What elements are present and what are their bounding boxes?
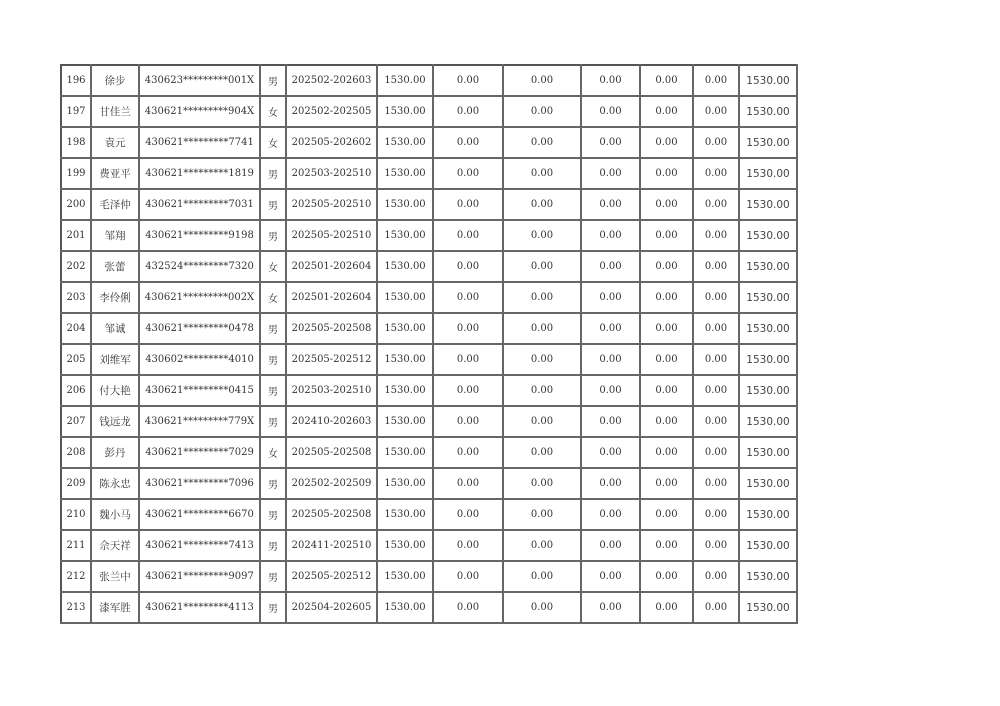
id-number-cell: 430621*********9097 xyxy=(139,561,260,592)
name-cell: 佘天祥 xyxy=(91,530,139,561)
id-number-cell: 430621*********7029 xyxy=(139,437,260,468)
zero-amount-cell: 0.00 xyxy=(581,592,640,623)
zero-amount-cell: 0.00 xyxy=(503,313,581,344)
id-number-cell: 430621*********7413 xyxy=(139,530,260,561)
period-cell: 202505-202512 xyxy=(286,344,377,375)
period-cell: 202502-202509 xyxy=(286,468,377,499)
zero-amount-cell: 0.00 xyxy=(503,158,581,189)
gender-cell: 男 xyxy=(260,530,286,561)
name-cell: 邹诚 xyxy=(91,313,139,344)
table-row xyxy=(61,282,797,313)
total-cell: 1530.00 xyxy=(739,530,797,561)
zero-amount-cell: 0.00 xyxy=(503,499,581,530)
amount-cell: 1530.00 xyxy=(377,65,433,96)
zero-amount-cell: 0.00 xyxy=(581,127,640,158)
gender-cell: 男 xyxy=(260,468,286,499)
table-row xyxy=(61,127,797,158)
table-row xyxy=(61,251,797,282)
table-row xyxy=(61,530,797,561)
period-cell: 202505-202508 xyxy=(286,437,377,468)
gender-cell: 男 xyxy=(260,189,286,220)
total-cell: 1530.00 xyxy=(739,437,797,468)
zero-amount-cell: 0.00 xyxy=(693,437,739,468)
zero-amount-cell: 0.00 xyxy=(433,406,503,437)
zero-amount-cell: 0.00 xyxy=(693,96,739,127)
table-row xyxy=(61,406,797,437)
amount-cell: 1530.00 xyxy=(377,406,433,437)
zero-amount-cell: 0.00 xyxy=(503,592,581,623)
row-number: 212 xyxy=(61,561,91,592)
row-number: 205 xyxy=(61,344,91,375)
id-number-cell: 430621*********7741 xyxy=(139,127,260,158)
zero-amount-cell: 0.00 xyxy=(433,561,503,592)
zero-amount-cell: 0.00 xyxy=(693,344,739,375)
period-cell: 202503-202510 xyxy=(286,158,377,189)
total-cell: 1530.00 xyxy=(739,592,797,623)
row-number: 198 xyxy=(61,127,91,158)
zero-amount-cell: 0.00 xyxy=(581,96,640,127)
name-cell: 张蕾 xyxy=(91,251,139,282)
zero-amount-cell: 0.00 xyxy=(503,344,581,375)
zero-amount-cell: 0.00 xyxy=(433,468,503,499)
row-number: 206 xyxy=(61,375,91,406)
zero-amount-cell: 0.00 xyxy=(503,406,581,437)
zero-amount-cell: 0.00 xyxy=(640,127,693,158)
amount-cell: 1530.00 xyxy=(377,437,433,468)
gender-cell: 男 xyxy=(260,344,286,375)
name-cell: 陈永忠 xyxy=(91,468,139,499)
total-cell: 1530.00 xyxy=(739,158,797,189)
zero-amount-cell: 0.00 xyxy=(503,220,581,251)
zero-amount-cell: 0.00 xyxy=(433,65,503,96)
row-number: 213 xyxy=(61,592,91,623)
period-cell: 202503-202510 xyxy=(286,375,377,406)
row-number: 199 xyxy=(61,158,91,189)
zero-amount-cell: 0.00 xyxy=(503,282,581,313)
period-cell: 202502-202603 xyxy=(286,65,377,96)
zero-amount-cell: 0.00 xyxy=(640,406,693,437)
row-number: 201 xyxy=(61,220,91,251)
row-number: 197 xyxy=(61,96,91,127)
zero-amount-cell: 0.00 xyxy=(433,189,503,220)
period-cell: 202410-202603 xyxy=(286,406,377,437)
table-row xyxy=(61,189,797,220)
zero-amount-cell: 0.00 xyxy=(640,96,693,127)
gender-cell: 男 xyxy=(260,65,286,96)
zero-amount-cell: 0.00 xyxy=(640,375,693,406)
zero-amount-cell: 0.00 xyxy=(581,561,640,592)
zero-amount-cell: 0.00 xyxy=(433,375,503,406)
zero-amount-cell: 0.00 xyxy=(581,406,640,437)
id-number-cell: 430621*********7031 xyxy=(139,189,260,220)
zero-amount-cell: 0.00 xyxy=(433,220,503,251)
zero-amount-cell: 0.00 xyxy=(433,592,503,623)
name-cell: 付大艳 xyxy=(91,375,139,406)
row-number: 203 xyxy=(61,282,91,313)
zero-amount-cell: 0.00 xyxy=(503,251,581,282)
name-cell: 张兰中 xyxy=(91,561,139,592)
table-row xyxy=(61,375,797,406)
amount-cell: 1530.00 xyxy=(377,189,433,220)
total-cell: 1530.00 xyxy=(739,189,797,220)
period-cell: 202505-202602 xyxy=(286,127,377,158)
gender-cell: 男 xyxy=(260,220,286,251)
zero-amount-cell: 0.00 xyxy=(640,282,693,313)
total-cell: 1530.00 xyxy=(739,468,797,499)
gender-cell: 男 xyxy=(260,313,286,344)
amount-cell: 1530.00 xyxy=(377,561,433,592)
zero-amount-cell: 0.00 xyxy=(640,437,693,468)
id-number-cell: 430621*********779X xyxy=(139,406,260,437)
zero-amount-cell: 0.00 xyxy=(640,344,693,375)
zero-amount-cell: 0.00 xyxy=(433,251,503,282)
gender-cell: 男 xyxy=(260,375,286,406)
zero-amount-cell: 0.00 xyxy=(581,344,640,375)
zero-amount-cell: 0.00 xyxy=(693,468,739,499)
period-cell: 202411-202510 xyxy=(286,530,377,561)
name-cell: 李伶俐 xyxy=(91,282,139,313)
name-cell: 刘维军 xyxy=(91,344,139,375)
zero-amount-cell: 0.00 xyxy=(693,127,739,158)
id-number-cell: 430621*********7096 xyxy=(139,468,260,499)
zero-amount-cell: 0.00 xyxy=(433,96,503,127)
zero-amount-cell: 0.00 xyxy=(503,375,581,406)
zero-amount-cell: 0.00 xyxy=(433,127,503,158)
row-number: 208 xyxy=(61,437,91,468)
zero-amount-cell: 0.00 xyxy=(693,561,739,592)
id-number-cell: 430621*********0415 xyxy=(139,375,260,406)
row-number: 204 xyxy=(61,313,91,344)
zero-amount-cell: 0.00 xyxy=(640,220,693,251)
row-number: 211 xyxy=(61,530,91,561)
zero-amount-cell: 0.00 xyxy=(640,499,693,530)
amount-cell: 1530.00 xyxy=(377,375,433,406)
total-cell: 1530.00 xyxy=(739,96,797,127)
id-number-cell: 430621*********0478 xyxy=(139,313,260,344)
total-cell: 1530.00 xyxy=(739,499,797,530)
table-row xyxy=(61,561,797,592)
gender-cell: 女 xyxy=(260,282,286,313)
zero-amount-cell: 0.00 xyxy=(503,437,581,468)
period-cell: 202504-202605 xyxy=(286,592,377,623)
zero-amount-cell: 0.00 xyxy=(503,561,581,592)
zero-amount-cell: 0.00 xyxy=(503,96,581,127)
table-row xyxy=(61,313,797,344)
name-cell: 魏小马 xyxy=(91,499,139,530)
row-number: 210 xyxy=(61,499,91,530)
period-cell: 202505-202512 xyxy=(286,561,377,592)
total-cell: 1530.00 xyxy=(739,127,797,158)
total-cell: 1530.00 xyxy=(739,406,797,437)
total-cell: 1530.00 xyxy=(739,282,797,313)
zero-amount-cell: 0.00 xyxy=(581,468,640,499)
row-number: 202 xyxy=(61,251,91,282)
amount-cell: 1530.00 xyxy=(377,158,433,189)
zero-amount-cell: 0.00 xyxy=(581,220,640,251)
gender-cell: 女 xyxy=(260,437,286,468)
table-row xyxy=(61,344,797,375)
name-cell: 甘佳兰 xyxy=(91,96,139,127)
zero-amount-cell: 0.00 xyxy=(640,189,693,220)
zero-amount-cell: 0.00 xyxy=(640,592,693,623)
period-cell: 202505-202508 xyxy=(286,313,377,344)
zero-amount-cell: 0.00 xyxy=(693,499,739,530)
zero-amount-cell: 0.00 xyxy=(693,592,739,623)
zero-amount-cell: 0.00 xyxy=(581,437,640,468)
gender-cell: 女 xyxy=(260,96,286,127)
id-number-cell: 430623*********001X xyxy=(139,65,260,96)
name-cell: 徐步 xyxy=(91,65,139,96)
id-number-cell: 430621*********904X xyxy=(139,96,260,127)
zero-amount-cell: 0.00 xyxy=(433,158,503,189)
amount-cell: 1530.00 xyxy=(377,313,433,344)
period-cell: 202505-202508 xyxy=(286,499,377,530)
id-number-cell: 430621*********6670 xyxy=(139,499,260,530)
table-body xyxy=(61,65,797,623)
zero-amount-cell: 0.00 xyxy=(640,530,693,561)
id-number-cell: 430621*********1819 xyxy=(139,158,260,189)
zero-amount-cell: 0.00 xyxy=(640,251,693,282)
total-cell: 1530.00 xyxy=(739,220,797,251)
amount-cell: 1530.00 xyxy=(377,530,433,561)
zero-amount-cell: 0.00 xyxy=(640,158,693,189)
zero-amount-cell: 0.00 xyxy=(503,127,581,158)
gender-cell: 男 xyxy=(260,561,286,592)
subsidy-table xyxy=(60,64,798,624)
zero-amount-cell: 0.00 xyxy=(433,530,503,561)
zero-amount-cell: 0.00 xyxy=(433,499,503,530)
zero-amount-cell: 0.00 xyxy=(640,65,693,96)
total-cell: 1530.00 xyxy=(739,344,797,375)
zero-amount-cell: 0.00 xyxy=(693,406,739,437)
row-number: 200 xyxy=(61,189,91,220)
period-cell: 202505-202510 xyxy=(286,189,377,220)
zero-amount-cell: 0.00 xyxy=(581,65,640,96)
zero-amount-cell: 0.00 xyxy=(503,468,581,499)
name-cell: 费亚平 xyxy=(91,158,139,189)
table-row xyxy=(61,499,797,530)
total-cell: 1530.00 xyxy=(739,561,797,592)
gender-cell: 男 xyxy=(260,499,286,530)
row-number: 209 xyxy=(61,468,91,499)
total-cell: 1530.00 xyxy=(739,313,797,344)
period-cell: 202501-202604 xyxy=(286,251,377,282)
zero-amount-cell: 0.00 xyxy=(433,313,503,344)
zero-amount-cell: 0.00 xyxy=(693,251,739,282)
name-cell: 漆军胜 xyxy=(91,592,139,623)
id-number-cell: 430621*********002X xyxy=(139,282,260,313)
amount-cell: 1530.00 xyxy=(377,96,433,127)
zero-amount-cell: 0.00 xyxy=(581,313,640,344)
table-row xyxy=(61,468,797,499)
zero-amount-cell: 0.00 xyxy=(640,561,693,592)
zero-amount-cell: 0.00 xyxy=(581,158,640,189)
amount-cell: 1530.00 xyxy=(377,282,433,313)
zero-amount-cell: 0.00 xyxy=(693,189,739,220)
total-cell: 1530.00 xyxy=(739,65,797,96)
zero-amount-cell: 0.00 xyxy=(693,375,739,406)
period-cell: 202505-202510 xyxy=(286,220,377,251)
amount-cell: 1530.00 xyxy=(377,251,433,282)
period-cell: 202501-202604 xyxy=(286,282,377,313)
zero-amount-cell: 0.00 xyxy=(693,158,739,189)
table-row xyxy=(61,437,797,468)
zero-amount-cell: 0.00 xyxy=(503,65,581,96)
zero-amount-cell: 0.00 xyxy=(640,468,693,499)
zero-amount-cell: 0.00 xyxy=(503,530,581,561)
name-cell: 袁元 xyxy=(91,127,139,158)
table-row xyxy=(61,96,797,127)
table-row xyxy=(61,158,797,189)
total-cell: 1530.00 xyxy=(739,251,797,282)
gender-cell: 女 xyxy=(260,127,286,158)
amount-cell: 1530.00 xyxy=(377,220,433,251)
id-number-cell: 430602*********4010 xyxy=(139,344,260,375)
name-cell: 彭丹 xyxy=(91,437,139,468)
zero-amount-cell: 0.00 xyxy=(433,437,503,468)
zero-amount-cell: 0.00 xyxy=(581,282,640,313)
zero-amount-cell: 0.00 xyxy=(693,530,739,561)
table-row xyxy=(61,220,797,251)
amount-cell: 1530.00 xyxy=(377,344,433,375)
table-row xyxy=(61,65,797,96)
id-number-cell: 432524*********7320 xyxy=(139,251,260,282)
zero-amount-cell: 0.00 xyxy=(640,313,693,344)
row-number: 207 xyxy=(61,406,91,437)
zero-amount-cell: 0.00 xyxy=(581,530,640,561)
id-number-cell: 430621*********9198 xyxy=(139,220,260,251)
gender-cell: 男 xyxy=(260,592,286,623)
amount-cell: 1530.00 xyxy=(377,468,433,499)
zero-amount-cell: 0.00 xyxy=(581,499,640,530)
amount-cell: 1530.00 xyxy=(377,127,433,158)
zero-amount-cell: 0.00 xyxy=(503,189,581,220)
name-cell: 钱远龙 xyxy=(91,406,139,437)
zero-amount-cell: 0.00 xyxy=(693,220,739,251)
amount-cell: 1530.00 xyxy=(377,592,433,623)
gender-cell: 女 xyxy=(260,251,286,282)
name-cell: 邹翔 xyxy=(91,220,139,251)
zero-amount-cell: 0.00 xyxy=(581,189,640,220)
gender-cell: 男 xyxy=(260,406,286,437)
zero-amount-cell: 0.00 xyxy=(581,251,640,282)
period-cell: 202502-202505 xyxy=(286,96,377,127)
zero-amount-cell: 0.00 xyxy=(433,344,503,375)
zero-amount-cell: 0.00 xyxy=(581,375,640,406)
zero-amount-cell: 0.00 xyxy=(693,313,739,344)
zero-amount-cell: 0.00 xyxy=(433,282,503,313)
row-number: 196 xyxy=(61,65,91,96)
zero-amount-cell: 0.00 xyxy=(693,65,739,96)
amount-cell: 1530.00 xyxy=(377,499,433,530)
total-cell: 1530.00 xyxy=(739,375,797,406)
gender-cell: 男 xyxy=(260,158,286,189)
table-row xyxy=(61,592,797,623)
name-cell: 毛泽仲 xyxy=(91,189,139,220)
zero-amount-cell: 0.00 xyxy=(693,282,739,313)
id-number-cell: 430621*********4113 xyxy=(139,592,260,623)
